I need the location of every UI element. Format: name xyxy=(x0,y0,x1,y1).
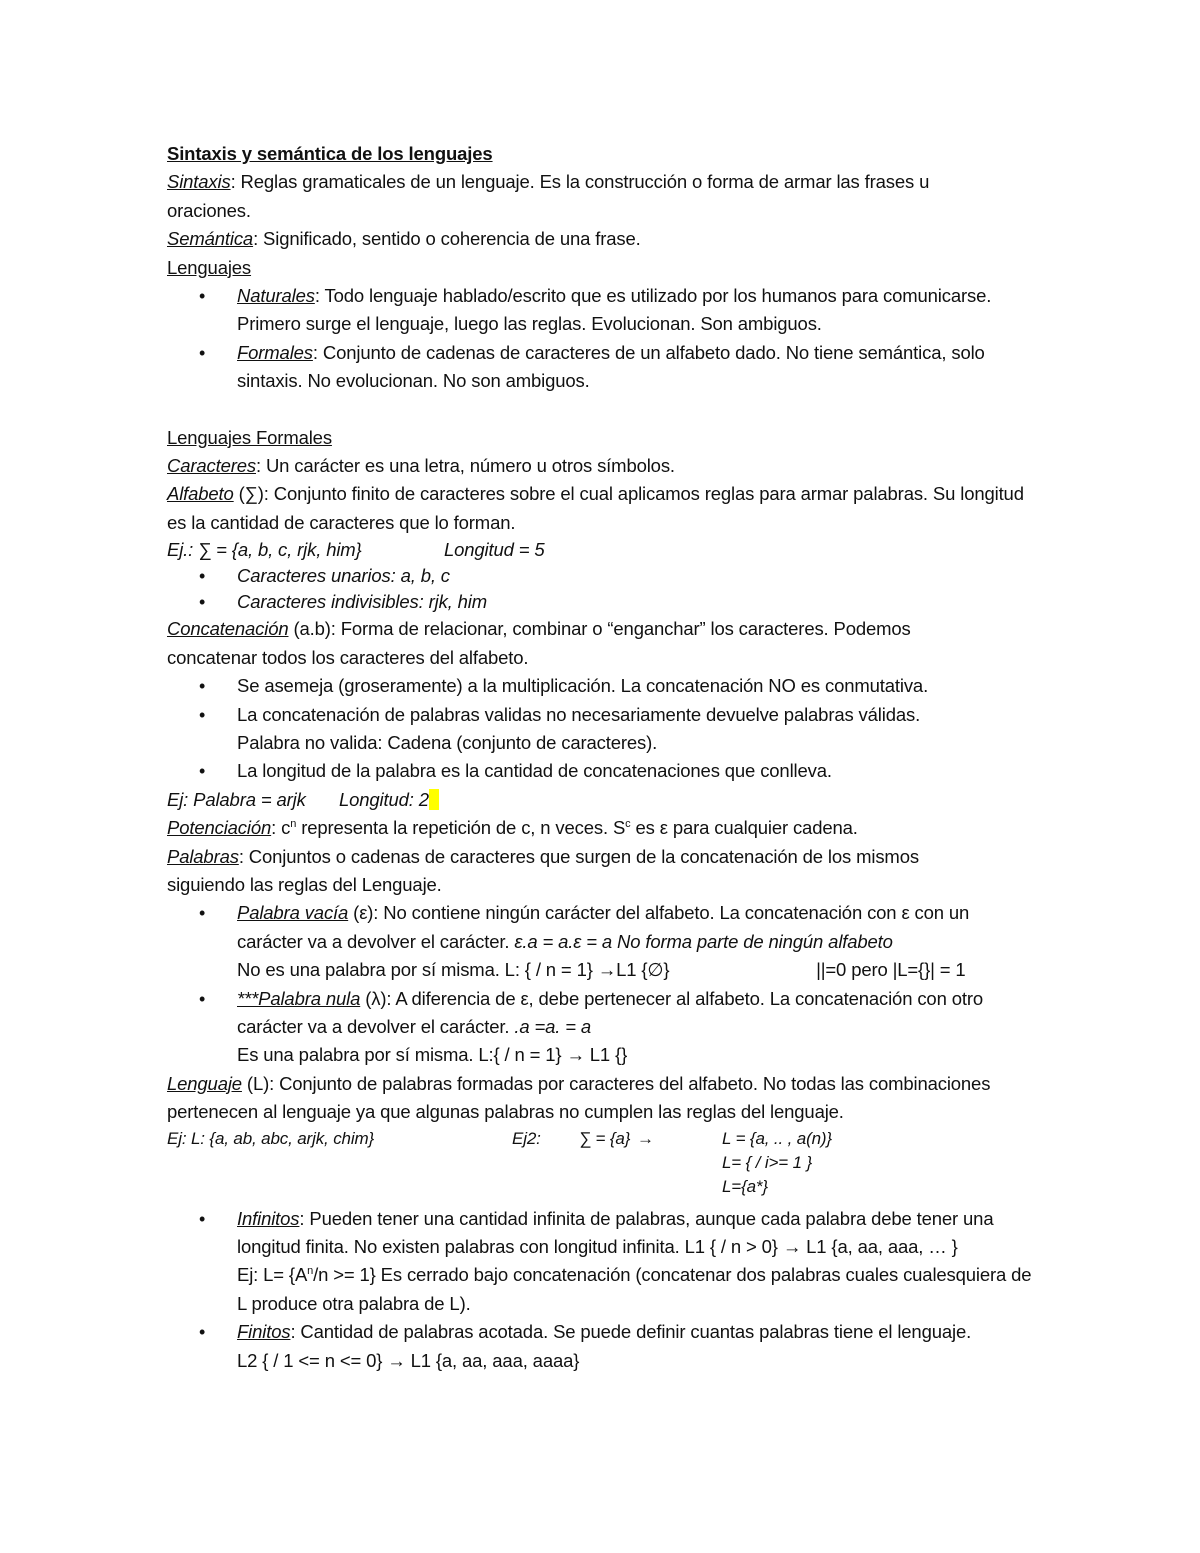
list-item xyxy=(167,672,1047,700)
concatenacion-symbol: (a.b) xyxy=(288,618,331,640)
example-length: Longitud: 2 xyxy=(339,788,429,810)
spacer xyxy=(167,396,1047,424)
palabras-text: : Conjuntos o cadenas de caracteres que surgen de la concatenación de los mismos siguiendo las reglas del Lenguaje. xyxy=(167,845,919,895)
palabra-vacia-text: No es una palabra por sí misma. L: { / n = 1} xyxy=(237,959,598,981)
example-alfabeto xyxy=(167,537,1047,563)
finitos-term: Finitos xyxy=(237,1321,291,1343)
semantica-text: : Significado, sentido o coherencia de una frase. xyxy=(253,228,641,250)
bullet-icon: • xyxy=(199,704,206,725)
document-body xyxy=(167,140,1047,1375)
example-palabra xyxy=(167,786,1047,814)
example-set: Ej: L: {a, ab, abc, arjk, chim} xyxy=(167,1128,375,1148)
sintaxis-definition xyxy=(167,168,987,225)
alfabeto-text: : Conjunto finito de caracteres sobre el cual aplicamos reglas para armar palabras. Su longitud es la cantidad de caracteres que lo forman. xyxy=(167,483,1024,533)
bullet-icon: • xyxy=(199,761,206,782)
alfabeto-symbol: (∑) xyxy=(233,483,264,505)
list-item xyxy=(167,899,1037,984)
list-item xyxy=(167,1318,1032,1375)
concatenacion-term: Concatenación xyxy=(167,618,289,640)
example-alphabet: ∑ = {a} xyxy=(579,1128,631,1148)
list-item xyxy=(167,757,1047,785)
palabras-list xyxy=(167,899,1047,1069)
list-item-text: Caracteres indivisibles: rjk, him xyxy=(237,591,488,613)
bullet-icon: • xyxy=(199,1208,206,1229)
alfabeto-definition xyxy=(167,480,1027,537)
example-word: Ej: Palabra = arjk xyxy=(167,788,306,810)
superscript: n xyxy=(307,1265,314,1278)
list-item-text: Se asemeja (groseramente) a la multiplicación. La concatenación NO es conmutativa. xyxy=(237,675,929,697)
bullet-icon: • xyxy=(199,988,206,1009)
bullet-icon: • xyxy=(199,903,206,924)
palabra-vacia-text: L1 {∅} xyxy=(616,959,670,981)
palabra-vacia-text: ||=0 pero |L={}| = 1 xyxy=(816,959,966,981)
list-item-text: La longitud de la palabra es la cantidad de concatenaciones que conlleva. xyxy=(237,760,832,782)
formales-term: Formales xyxy=(237,341,313,363)
list-item-text: La concatenación de palabras validas no necesariamente devuelve palabras válidas. xyxy=(237,703,921,725)
palabra-vacia-symbol: (ε) xyxy=(348,902,374,924)
potenciacion-term: Potenciación xyxy=(167,817,272,839)
bullet-icon: • xyxy=(199,342,206,363)
example-language: L= { / i>= 1 } xyxy=(722,1152,813,1172)
palabras-term: Palabras xyxy=(167,845,239,867)
lenguaje-list xyxy=(167,1205,1047,1375)
concatenacion-text: : Forma de relacionar, combinar o “enganchar” los caracteres. Podemos concatenar todos los caracteres del alfabeto. xyxy=(167,618,911,668)
example-row xyxy=(167,1127,1047,1151)
palabra-nula-symbol: (λ) xyxy=(360,987,387,1009)
concatenacion-list xyxy=(167,672,1047,786)
infinitos-text: Ej: L= {A xyxy=(237,1264,308,1286)
potenciacion-text: representa la repetición de c, n veces. S xyxy=(296,817,626,839)
list-item-text: Caracteres unarios: a, b, c xyxy=(237,565,450,587)
lenguaje-symbol: (L) xyxy=(241,1072,270,1094)
example-length: Longitud = 5 xyxy=(444,539,545,561)
palabras-definition xyxy=(167,843,987,900)
formales-text: : Conjunto de cadenas de caracteres de un alfabeto dado. No tiene semántica, solo sintaxis. No evolucionan. No son ambiguos. xyxy=(237,341,985,392)
superscript: n xyxy=(290,817,297,830)
lenguajes-heading: Lenguajes xyxy=(167,256,252,278)
sintaxis-text: : Reglas gramaticales de un lenguaje. Es la construcción o forma de armar las frases u oraciones. xyxy=(167,171,930,221)
lenguaje-text: : Conjunto de palabras formadas por caracteres del alfabeto. No todas las combinaciones pertenecen al lenguaje ya que algunas palabras no cumplen las reglas del lenguaje. xyxy=(167,1072,991,1123)
list-item xyxy=(167,985,1037,1070)
list-item xyxy=(167,563,1047,589)
palabra-nula-text: : A diferencia de ε, debe pertenecer al alfabeto. La concatenación con otro carácter va a devolver el carácter. xyxy=(237,987,983,1037)
list-item xyxy=(167,701,1047,758)
list-item-text: Palabra no valida: Cadena (conjunto de caracteres). xyxy=(237,731,658,753)
formales-heading: Lenguajes Formales xyxy=(167,426,332,448)
bullet-icon: • xyxy=(199,676,206,697)
finitos-text: : Cantidad de palabras acotada. Se puede definir cuantas palabras tiene el lenguaje. xyxy=(290,1321,972,1343)
alfabeto-term: Alfabeto xyxy=(167,483,234,505)
caracteres-list xyxy=(167,563,1047,615)
list-item xyxy=(167,589,1047,615)
palabra-vacia-example: ε.a = a.ε = a No forma parte de ningún alfabeto xyxy=(514,930,893,952)
superscript: c xyxy=(625,817,631,830)
example-language: L={a*} xyxy=(722,1176,768,1196)
infinitos-text: : Pueden tener una cantidad infinita de palabras, aunque cada palabra debe tener una longitud finita. No existen palabras con longitud infinita. L1 { / n > 0} → L1 {a, aa, aaa, … } xyxy=(237,1207,994,1257)
lenguaje-definition xyxy=(167,1070,1047,1127)
caracteres-definition xyxy=(167,452,1047,480)
example-row xyxy=(167,1175,1047,1199)
arrow-icon: → xyxy=(637,1128,654,1148)
list-item xyxy=(167,1205,1032,1319)
arrow-icon: → xyxy=(597,959,617,981)
bullet-icon: • xyxy=(199,566,206,587)
example-language: L = {a, .. , a(n)} xyxy=(722,1128,832,1148)
list-item xyxy=(167,339,1007,396)
caracteres-text: : Un carácter es una letra, número u otros símbolos. xyxy=(255,455,675,477)
example-row xyxy=(167,1151,1047,1175)
infinitos-term: Infinitos xyxy=(237,1207,300,1229)
semantica-term: Semántica xyxy=(167,228,254,250)
highlight-mark xyxy=(429,789,439,810)
palabra-nula-term: ***Palabra nula xyxy=(237,987,361,1009)
concatenacion-definition xyxy=(167,615,997,672)
semantica-definition xyxy=(167,225,1047,253)
finitos-text: L2 { / 1 <= n <= 0} → L1 {a, aa, aaa, aaaa} xyxy=(237,1349,580,1371)
page-title: Sintaxis y semántica de los lenguajes xyxy=(167,143,493,164)
bullet-icon: • xyxy=(199,592,206,613)
example-set: Ej.: ∑ = {a, b, c, rjk, him} xyxy=(167,539,362,561)
potenciacion-definition xyxy=(167,814,1047,842)
caracteres-term: Caracteres xyxy=(167,455,256,477)
infinitos-text: /n >= 1} Es cerrado bajo concatenación (concatenar dos palabras cuales cualesquiera de L produce otra palabra de L). xyxy=(237,1264,1032,1314)
palabra-nula-example: .a =a. = a xyxy=(514,1015,592,1037)
lenguajes-list xyxy=(167,282,1047,396)
bullet-icon: • xyxy=(199,1322,206,1343)
naturales-text: : Todo lenguaje hablado/escrito que es utilizado por los humanos para comunicarse. Primero surge el lenguaje, luego las reglas. Evolucionan. Son ambiguos. xyxy=(237,285,992,335)
example-lenguaje xyxy=(167,1127,1047,1199)
potenciacion-text: es ε para cualquier cadena. xyxy=(630,817,858,839)
potenciacion-text: : c xyxy=(271,817,291,839)
lenguaje-term: Lenguaje xyxy=(167,1072,242,1094)
naturales-term: Naturales xyxy=(237,285,315,307)
list-item xyxy=(167,282,1007,339)
palabra-vacia-term: Palabra vacía xyxy=(237,902,349,924)
example-label: Ej2: xyxy=(512,1128,541,1148)
palabra-nula-text: Es una palabra por sí misma. L:{ / n = 1} → L1 {} xyxy=(237,1044,628,1066)
palabra-vacia-text: : No contiene ningún carácter del alfabeto. La concatenación con ε con un carácter va a devolver el carácter. xyxy=(237,902,970,952)
bullet-icon: • xyxy=(199,286,206,307)
sintaxis-term: Sintaxis xyxy=(167,171,231,193)
